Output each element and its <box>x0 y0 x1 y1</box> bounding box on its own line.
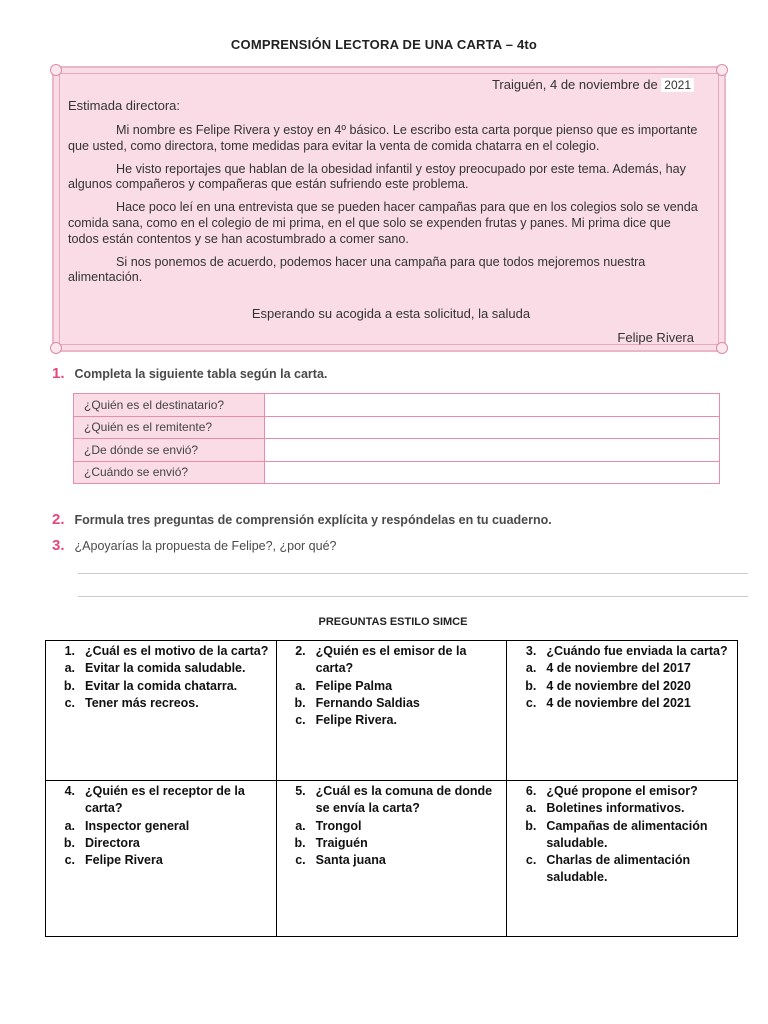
option-marker: c. <box>525 853 537 868</box>
corner-ornament-icon <box>716 342 728 354</box>
simce-cell <box>46 641 277 781</box>
question-number: 2. <box>295 644 306 658</box>
option-marker: c. <box>295 853 306 868</box>
answer-cell[interactable] <box>265 416 720 439</box>
option-marker: c. <box>64 695 75 710</box>
letter-salutation: Estimada directora: <box>68 98 180 113</box>
simce-cell <box>276 781 507 937</box>
question-text: Formula tres preguntas de comprensión explícita y respóndelas en tu cuaderno. <box>74 513 552 527</box>
simce-cell <box>507 641 738 781</box>
option-text: Inspector general <box>85 818 190 833</box>
page-title: COMPRENSIÓN LECTORA DE UNA CARTA – 4to <box>230 37 538 52</box>
option-marker: a. <box>295 818 306 833</box>
option-text: 4 de noviembre del 2021 <box>546 695 691 710</box>
letter-date <box>492 77 694 92</box>
corner-ornament-icon <box>716 64 728 76</box>
question-number: 4. <box>64 784 75 798</box>
option-text: Felipe Palma <box>315 678 393 693</box>
table-label: ¿Quién es el destinatario? <box>74 394 265 417</box>
option-text: Traiguén <box>315 835 368 850</box>
question-text: ¿Quién es el receptor de la carta? <box>85 784 245 816</box>
table-row <box>46 641 738 781</box>
simce-cell <box>46 781 277 937</box>
simce-cell <box>276 641 507 781</box>
option-text: Campañas de alimentación saludable. <box>546 818 708 850</box>
answer-cell[interactable] <box>265 461 720 484</box>
question-text: ¿Quién es el emisor de la carta? <box>315 644 467 676</box>
question-3 <box>52 537 336 554</box>
question-text: ¿Qué propone el emisor? <box>546 784 698 798</box>
letter-paragraph: Si nos ponemos de acuerdo, podemos hacer una campaña para que todos mejoremos nuestra alimentación. <box>68 254 646 285</box>
question-number: 3. <box>525 644 537 658</box>
option-text: Evitar la comida chatarra. <box>85 678 238 693</box>
option-marker: a. <box>295 678 306 693</box>
option-marker: a. <box>64 661 75 676</box>
option-marker: c. <box>64 853 75 868</box>
question-2 <box>52 511 552 528</box>
option-marker: a. <box>64 818 75 833</box>
option-marker: b. <box>525 678 537 693</box>
letter-date-text: Traiguén, 4 de noviembre de <box>491 77 658 92</box>
answer-line[interactable] <box>78 573 748 574</box>
simce-title: PREGUNTAS ESTILO SIMCE <box>318 616 468 628</box>
answer-line[interactable] <box>78 596 748 597</box>
table-row <box>74 416 720 439</box>
letter-paragraph: Hace poco leí en una entrevista que se pueden hacer campañas para que en los colegios solo se venda comida sana, como en el colegio de mi prima, en el que solo se expenden frutas y panes. Mi prima dice que todos están contentos y se han acostumbrado a comer sano. <box>68 200 698 246</box>
option-text: Felipe Rivera. <box>315 713 397 728</box>
option-text: Fernando Saldias <box>315 695 420 710</box>
option-marker: b. <box>294 695 306 710</box>
simce-cell <box>507 781 738 937</box>
letter-body <box>68 123 704 293</box>
option-marker: b. <box>63 835 75 850</box>
option-marker: a. <box>525 661 537 676</box>
option-marker: b. <box>525 818 537 833</box>
letter-paragraph: Mi nombre es Felipe Rivera y estoy en 4º básico. Le escribo esta carta porque pienso que es importante que usted, como directora, tome medidas para evitar la venta de comida chatarra en el colegio. <box>68 123 698 153</box>
letter-paragraph: He visto reportajes que hablan de la obesidad infantil y estoy preocupado por este tema. Además, hay algunos compañeros y compañeras que están sufriendo este problema. <box>68 161 686 192</box>
answer-cell[interactable] <box>265 394 720 417</box>
letter-closing: Esperando su acogida a esta solicitud, la saluda <box>251 306 531 321</box>
question-number: 6. <box>525 784 537 798</box>
question-number: 1. <box>52 365 65 382</box>
table-label: ¿Quién es el remitente? <box>74 416 265 439</box>
option-text: 4 de noviembre del 2020 <box>546 678 691 693</box>
option-text: Santa juana <box>315 853 386 868</box>
option-text: Directora <box>85 835 140 850</box>
answer-cell[interactable] <box>265 439 720 462</box>
question-1 <box>52 365 327 382</box>
table-row <box>74 439 720 462</box>
table-label: ¿De dónde se envió? <box>74 439 265 462</box>
question-text: ¿Cuál es la comuna de donde se envía la carta? <box>315 784 493 816</box>
option-marker: c. <box>295 713 306 728</box>
letter-date-year: 2021 <box>661 78 694 92</box>
option-marker: b. <box>63 678 75 693</box>
table-row <box>46 781 738 937</box>
question-number: 2. <box>52 511 65 528</box>
table-row <box>74 394 720 417</box>
option-text: Charlas de alimentación saludable. <box>546 853 691 885</box>
option-text: Trongol <box>315 818 362 833</box>
option-text: Evitar la comida saludable. <box>85 661 246 676</box>
question-text: Completa la siguiente tabla según la carta. <box>74 367 328 381</box>
option-text: Boletines informativos. <box>546 801 685 816</box>
option-marker: b. <box>294 835 306 850</box>
corner-ornament-icon <box>50 64 62 76</box>
question-text: ¿Cuál es el motivo de la carta? <box>85 644 269 658</box>
option-marker: c. <box>525 695 537 710</box>
table-row <box>74 461 720 484</box>
question-number: 1. <box>64 644 75 658</box>
table-label: ¿Cuándo se envió? <box>74 461 265 484</box>
option-text: 4 de noviembre del 2017 <box>546 661 691 676</box>
question-number: 3. <box>52 537 65 554</box>
info-table <box>73 393 720 484</box>
question-text: ¿Apoyarías la propuesta de Felipe?, ¿por qué? <box>74 539 337 553</box>
option-text: Tener más recreos. <box>85 695 199 710</box>
simce-table <box>45 640 738 937</box>
question-text: ¿Cuándo fue enviada la carta? <box>546 644 728 658</box>
letter-card <box>52 66 726 352</box>
corner-ornament-icon <box>50 342 62 354</box>
option-text: Felipe Rivera <box>85 853 163 868</box>
letter-signature: Felipe Rivera <box>617 330 694 345</box>
question-number: 5. <box>295 784 306 798</box>
option-marker: a. <box>525 801 537 816</box>
